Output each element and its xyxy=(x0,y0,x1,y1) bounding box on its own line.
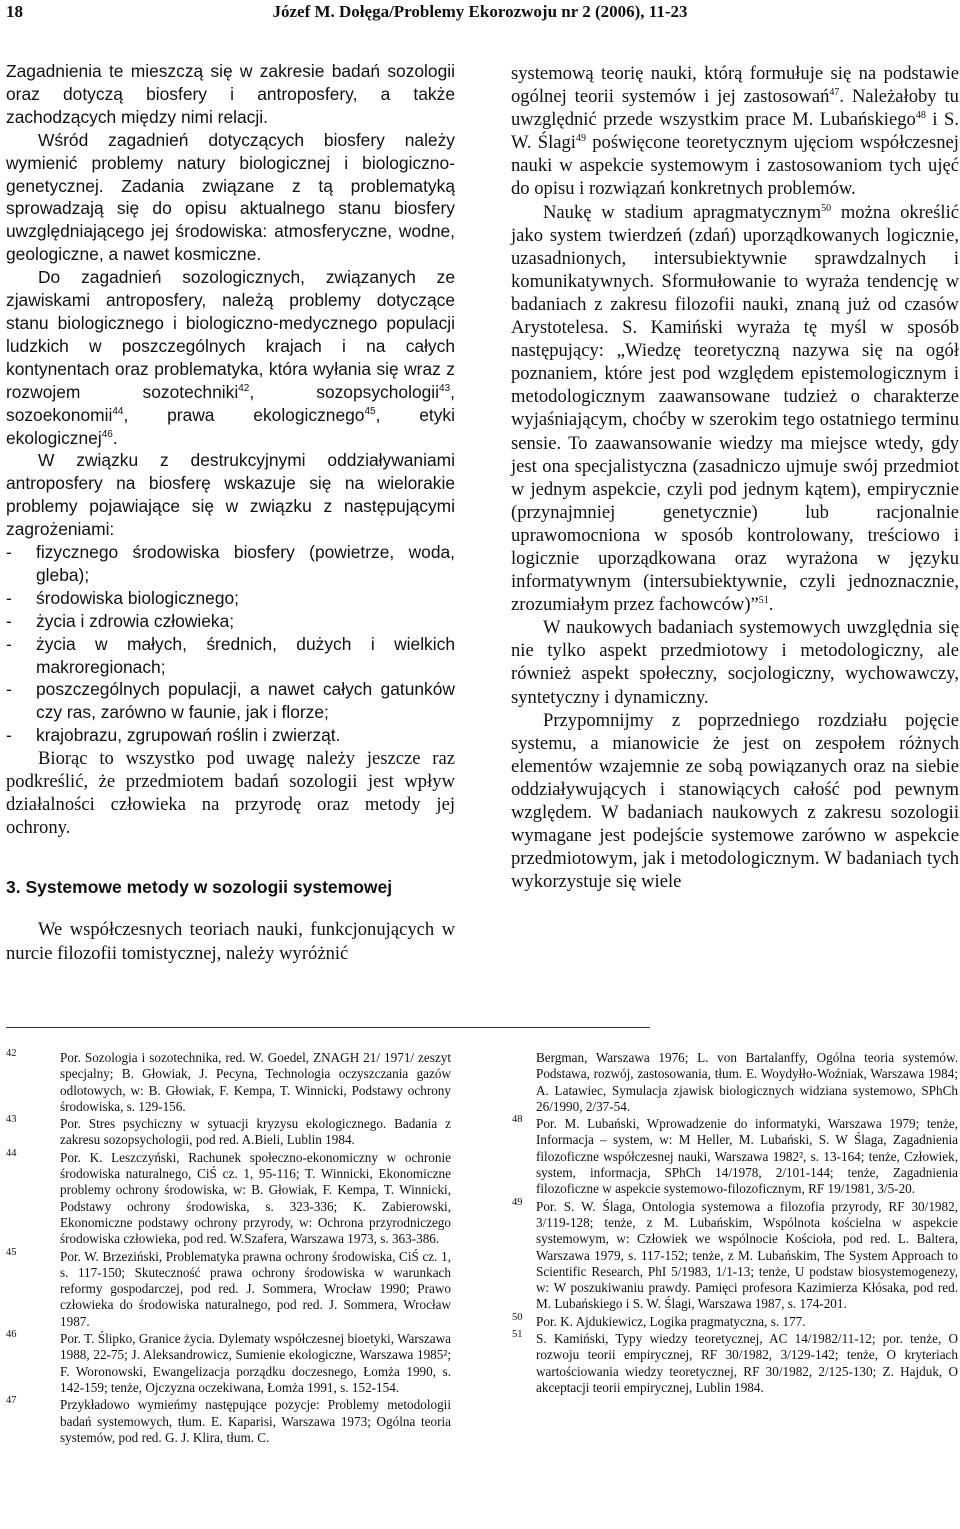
footnote-number: 50 xyxy=(512,1311,523,1323)
paragraph: We współczesnych teoriach nauki, funkcjonujących w nurcie filozofii tomistycznej, należy wyróżnić xyxy=(6,919,455,964)
footnote-number: 44 xyxy=(6,1147,17,1159)
footnote-number: 42 xyxy=(6,1048,17,1059)
footnote-ref[interactable]: 48 xyxy=(915,110,926,121)
footnote-number: 47 xyxy=(6,1395,17,1407)
list-item: - fizycznego środowiska biosfery (powietrze, woda, gleba); xyxy=(6,541,455,587)
footnote-number: 46 xyxy=(6,1329,17,1341)
footnote: 47 Przykładowo wymieńmy następujące pozycje: Problemy metodologii badań systemowych, tłum. E. Kaparisi, Warszawa 1973; Ogólna teoria systemów, pod red. G. J. Klira, tłum. C. xyxy=(6,1395,451,1445)
paragraph: Biorąc to wszystko pod uwagę należy jeszcze raz podkreślić, że przedmiotem badań sozologii jest wpływ działalności człowieka na przyrodę oraz metody jej ochrony. xyxy=(6,748,455,839)
threat-list xyxy=(6,541,455,747)
paragraph: Przypomnijmy z poprzedniego rozdziału pojęcie systemu, a mianowicie że jest on zespołem różnych elementów wzajemnie ze sobą powiązanych oraz na siebie oddziaływujących i stanowiących całość pod pewnym względem. W badaniach naukowych z zakresu sozologii wymagane jest podejście systemowe zarówno w aspekcie przedmiotowym, jak i metodologicznym. W badaniach tych wykorzystuje się wiele xyxy=(511,709,959,893)
paragraph: systemową teorię nauki, którą formułuje się na podstawie ogólnej teorii systemów i jej zastosowań$^{47}$. Należałoby tu uwzględnić przede wszystkim prace M. Lubańskiego$^{48}$ i S. W. Ślagi$^{49}$ poświęcone teoretycznym ujęciom współczesnej nauki w aspekcie systemowym i zastosowaniom tych ujęć do opisu i rozwiązań konkretnych problemów. xyxy=(511,63,960,200)
right-column xyxy=(511,62,959,893)
section-heading: 3. Systemowe metody w sozologii systemowej xyxy=(6,876,393,897)
footnote: 44 Por. K. Leszczyński, Rachunek społeczno-ekonomiczny w ochronie środowiska naturalnego, CiŚ cz. 1, 95-116; T. Winnicki, Ekonomiczne problemy ochrony środowiska, w: B. Głowiak, F. Kempa, T. Winnicki, Podstawy ochrony środowiska, s. 323-336; K. Zabierowski, Ekonomiczne podstawy ochrony przyrody, w: Ochrona przyrodniczego środowiska człowieka, pod red. W.Szafera, Warszawa 1973, s. 363-386. xyxy=(6,1147,451,1247)
paragraph: Naukę w stadium apragmatycznym$^{50}$ można określić jako system twierdzeń (zdań) uporządkowanych logicznie, uzasadnionych, intersubiektywnie sprawdzalnych i komunikatywnych. Sformułowanie to wyraża tendencję w badaniach z zakresu filozofii nauki, znaną już od czasów Arystotelesa. S. Kamiński wyraża tę myśl w sposób następujący: „Wiedzę teoretyczną nazywa się na ogół poznaniem, które jest pod względem epistemologicznym i metodologicznym zaawansowane tudzież o charakterze wyjaśniającym, choćby w szerokim tego ostatniego terminu sensie. To zaawansowanie wiedzy ma miejsce wtedy, gdy jest ona specjalistyczna (zasadniczo ujmuje swój przedmiot w jednym aspekcie, czyli pod jednym kątem), empirycznie (przynajmniej genetycznie) lub racjonalnie uprawomocniona w sposób kontrolowany, treściowo i logicznie uporządkowana oraz wyrażona w języku informatywnym (intersubiektywnie, czyli jednoznacznie, zrozumiałym przez fachowców)”$^{51}$. xyxy=(511,201,959,616)
footnote-separator xyxy=(6,1027,650,1028)
footnote-number: 45 xyxy=(6,1246,17,1258)
list-item: - życia w małych, średnich, dużych i wielkich makroregionach; xyxy=(6,633,455,679)
footnote-number: 49 xyxy=(512,1196,523,1208)
paragraph: W związku z destrukcyjnymi oddziaływaniami antroposfery na biosferę wskazuje się na wielorakie problemy pojawiające się w związku z następującymi zagrożeniami: xyxy=(6,450,455,540)
footnote-ref[interactable]: 45 xyxy=(364,405,376,417)
list-item: - krajobrazu, zgrupowań roślin i zwierząt. xyxy=(6,724,455,747)
footnote-ref[interactable]: 49 xyxy=(575,133,586,145)
footnote: 43 Por. Stres psychiczny w sytuacji kryzysu ekologicznego. Badania z zakresu sozopsychologii, pod red. A.Bieli, Lublin 1984. xyxy=(6,1114,451,1148)
footnote-ref[interactable]: 47 xyxy=(829,86,840,98)
paragraph: Zagadnienia te mieszczą się w zakresie badań sozologii oraz dotyczą biosfery i antroposfery, a także zachodzących między nimi relacji. xyxy=(6,61,455,127)
footnote: 50 Por. K. Ajdukiewicz, Logika pragmatyczna, s. 177. xyxy=(512,1311,806,1329)
footnote: 42 Por. Sozologia i sozotechnika, red. W. Goedel, ZNAGH 21/ 1971/ zeszyt specjalny; B. Głowiak, J. Pecyna, Technologia oczyszczania gazów odlotowych, w: B. Głowiak, F. Kempa, T. Winnicki, Podstawy ochrony środowiska, s. 129-156. xyxy=(6,1048,451,1114)
footnote: 46 Por. T. Ślipko, Granice życia. Dylematy współczesnej bioetyki, Warszawa 1988, 22-75; J. Aleksandrowicz, Sumienie ekologiczne, Warszawa 1985²; F. Woronowski, Ewangelizacja porządku doczesnego, Łomża 1990, s. 142-159; tenże, Ojczyzna oczekiwana, Łomża 1991, s. 152-154. xyxy=(6,1329,451,1395)
paragraph: Do zagadnień sozologicznych, związanych ze zjawiskami antroposfery, należą problemy dotyczące stanu biologicznego i biologiczno-medycznego populacji ludzkich w poszczególnych krajach i na całych kontynentach oraz problematyka, która wyłania się wraz z rozwojem sozotechniki$^{42}$, sozopsychologii$^{43}$, sozoekonomii$^{44}$, prawa ekologicznego$^{45}$, etyki ekologicznej$^{46}$. xyxy=(6,267,455,448)
footnote-number: 48 xyxy=(512,1114,523,1126)
footnote-ref[interactable]: 51 xyxy=(758,594,769,606)
footnote-number: 51 xyxy=(512,1329,523,1341)
list-item: - życia i zdrowia człowieka; xyxy=(6,610,455,633)
footnote-continuation: Bergman, Warszawa 1976; L. von Bartalanffy, Ogólna teoria systemów. Podstawa, rozwój, zastosowania, tłum. E. Woydyłło-Woźniak, Warszawa 1984; A. Latawiec, Symulacja zjawisk biologicznych widziana systemowo, SPhCh 26/1990, 2/37-54. xyxy=(536,1050,958,1114)
page-header xyxy=(6,0,954,28)
footnote-ref[interactable]: 42 xyxy=(238,382,250,394)
footnote-ref[interactable]: 44 xyxy=(112,405,124,417)
footnotes-right xyxy=(512,1050,958,1397)
footnote: 49 Por. S. W. Ślaga, Ontologia systemowa a filozofia przyrody, RF 30/1982, 3/119-128; tenże, z M. Lubańskim, Wspólnota kościelna w aspekcie systemowym, w: Człowiek we wspólnocie Kościoła, pod red. L. Baltera, Warszawa 1979, s. 117-152; tenże, z M. Lubańskim, The System Approach to Scientific Research, PhI 5/1983, 1/1-13; tenże, U podstaw biosystemogenezy, w: W poszukiwaniu prawdy. Pamięci profesora Kazimierza Kłósaka, pod red. M. Lubańskiego i S. W. Ślagi, Warszawa 1987, s. 174-201. xyxy=(512,1196,958,1312)
page-number: 18 xyxy=(6,2,23,21)
footnote-ref[interactable]: 46 xyxy=(101,428,113,440)
list-item: - poszczególnych populacji, a nawet całych gatunków czy ras, zarówno w faunie, jak i florze; xyxy=(6,678,455,724)
left-column xyxy=(6,60,455,965)
footnote: 51 S. Kamiński, Typy wiedzy teoretycznej, AC 14/1982/11-12; por. tenże, O rozwoju teorii empirycznej, RF 30/1982, 3/129-142; tenże, O kryteriach wartościowania wiedzy teoretycznej, RF 30/1982, 2/125-130; Z. Hajduk, O akceptacji teorii empirycznej, Lublin 1984. xyxy=(512,1329,958,1395)
footnote-number: 43 xyxy=(6,1114,17,1126)
paragraph: W naukowych badaniach systemowych uwzględnia się nie tylko aspekt przedmiotowy i metodologiczny, ale również aspekt społeczny, socjologiczny, wychowawczy, syntetyczny i dynamiczny. xyxy=(511,617,959,708)
paragraph: Wśród zagadnień dotyczących biosfery należy wymienić problemy natury biologicznej i biologiczno-genetycznej. Zadania związane z tą problematyką sprowadzają się do opisu aktualnego stanu biosfery uwzględniającego jej środowiska: atmosferyczne, wodne, geologiczne, a nawet kosmiczne. xyxy=(6,129,455,265)
footnote: 45 Por. W. Brzeziński, Problematyka prawna ochrony środowiska, CiŚ cz. 1, s. 117-150; Skuteczność prawa ochrony środowiska w warunkach reformy gospodarczej, pod red. J. Sommera, Wrocław 1990; Prawo człowieka do środowiska naturalnego, pod red. J. Sommera, Wrocław 1987. xyxy=(6,1246,451,1329)
footnotes-left xyxy=(6,1050,451,1447)
footnote-ref[interactable]: 43 xyxy=(439,382,451,394)
footnote: 48 Por. M. Lubański, Wprowadzenie do informatyki, Warszawa 1979; tenże, Informacja – system, w: M Heller, M. Lubański, S. W Ślaga, Zagadnienia filozoficzne współczesnej nauki, Warszawa 1982², s. 13-164; tenże, Człowiek, system, informacja, SPhCh 14/1978, 2/101-144; tenże, Zagadnienia filozoficzne w aspekcie systemowo-filozoficznym, RF 19/1981, 3/5-20. xyxy=(512,1114,958,1197)
running-title: Józef M. Dołęga/Problemy Ekorozwoju nr 2 (2006), 11-23 xyxy=(272,2,688,21)
footnote-ref[interactable]: 50 xyxy=(821,202,832,214)
list-item: - środowiska biologicznego; xyxy=(6,587,455,610)
